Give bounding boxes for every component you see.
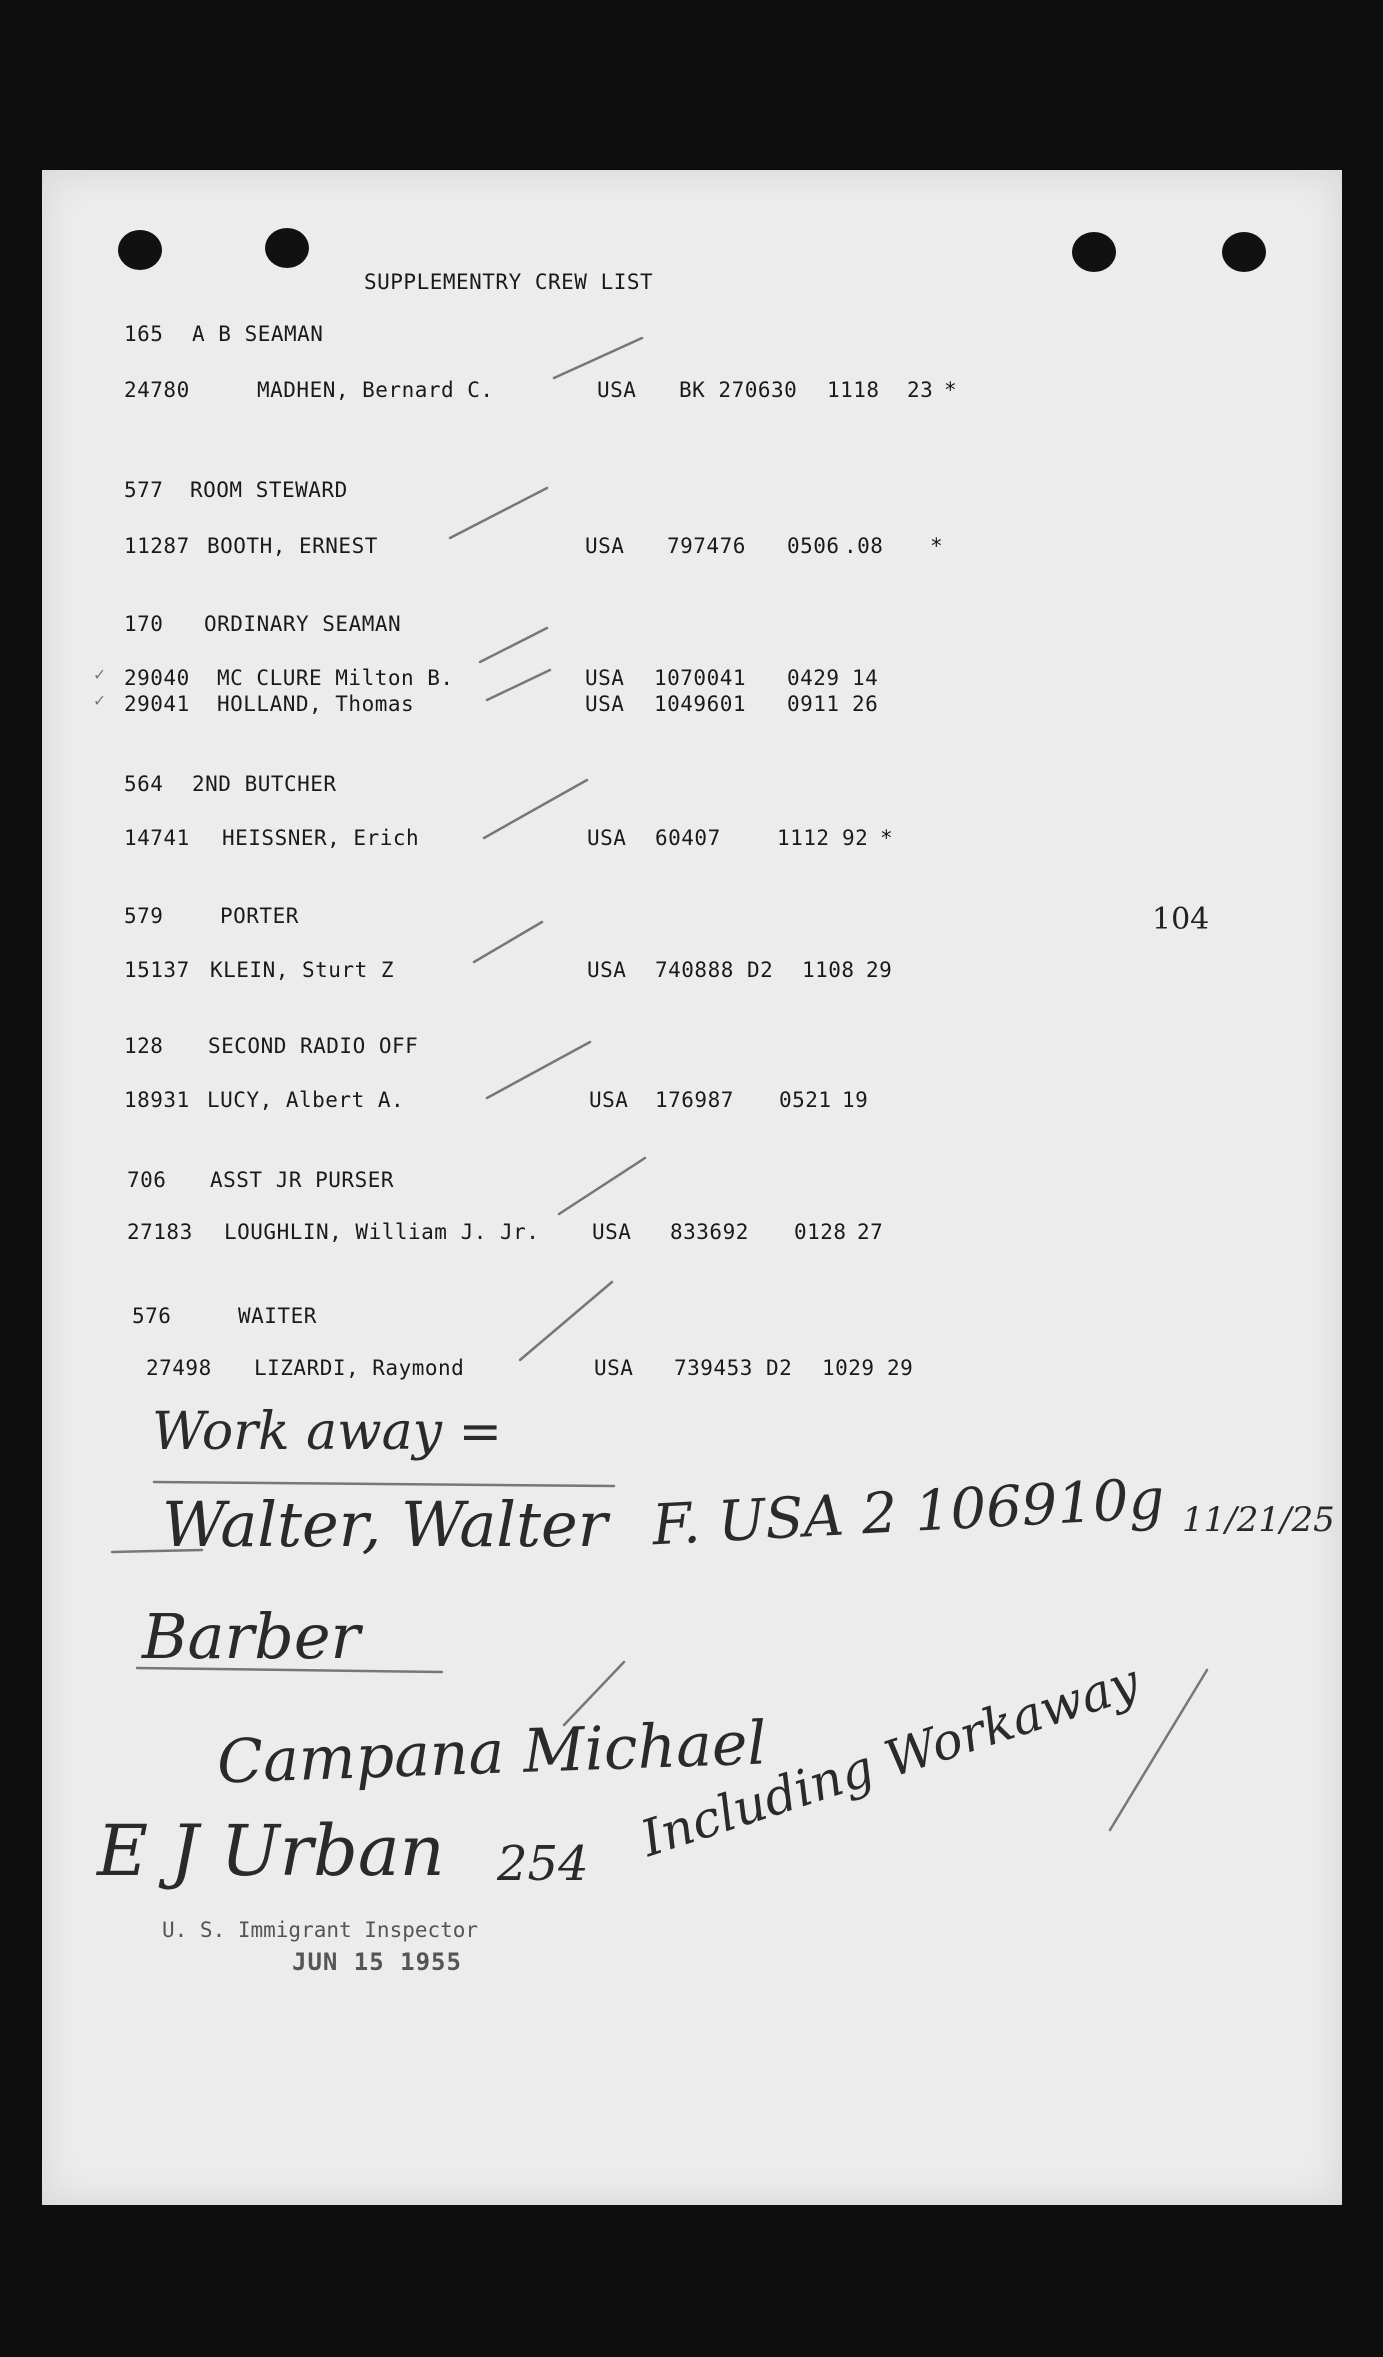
section-role: A B SEAMAN <box>192 322 324 346</box>
check-stroke <box>520 1282 612 1360</box>
crew-name: LIZARDI, Raymond <box>254 1356 465 1380</box>
section-code: 564 <box>124 772 164 796</box>
section-code: 165 <box>124 322 164 346</box>
document-number: 797476 <box>667 534 746 558</box>
section-code: 579 <box>124 904 164 928</box>
section-role: 2ND BUTCHER <box>192 772 337 796</box>
document-page <box>42 170 1342 2205</box>
inspector-stamp: U. S. Immigrant Inspector <box>162 1918 479 1942</box>
mark: * <box>880 826 894 850</box>
document-number: 60407 <box>655 826 721 850</box>
section-role: SECOND RADIO OFF <box>208 1034 419 1058</box>
document-number: 833692 <box>670 1220 749 1244</box>
age: 26 <box>852 692 879 716</box>
crew-number: 29040 <box>124 666 190 690</box>
section-role: ROOM STEWARD <box>190 478 348 502</box>
section-role: WAITER <box>238 1304 317 1328</box>
nationality: USA <box>587 826 627 850</box>
nationality: USA <box>587 958 627 982</box>
age: 14 <box>852 666 879 690</box>
crew-name: KLEIN, Sturt Z <box>210 958 395 982</box>
check-stroke <box>487 670 550 700</box>
handwritten-walter-date: 11/21/25 <box>1182 1500 1335 1540</box>
date-code: 0506 <box>787 534 840 558</box>
crew-name: HOLLAND, Thomas <box>217 692 415 716</box>
age: 29 <box>866 958 893 982</box>
date-code: 1118 <box>827 378 880 402</box>
handwritten-including: Including Workaway <box>634 1652 1146 1868</box>
handwritten-count: 254 <box>497 1836 589 1892</box>
crew-name: MADHEN, Bernard C. <box>257 378 494 402</box>
nationality: USA <box>597 378 637 402</box>
section-role: PORTER <box>220 904 299 928</box>
mark: * <box>944 378 958 402</box>
section-role: ORDINARY SEAMAN <box>204 612 402 636</box>
age: 92 <box>842 826 869 850</box>
age: .08 <box>844 534 884 558</box>
age: 29 <box>887 1356 914 1380</box>
date-code: 1112 <box>777 826 830 850</box>
check-stroke <box>487 1042 590 1098</box>
age: 27 <box>857 1220 884 1244</box>
nationality: USA <box>585 666 625 690</box>
crew-name: HEISSNER, Erich <box>222 826 420 850</box>
handwritten-walter-details: F. USA 2 106910g <box>650 1466 1166 1559</box>
crew-name: LOUGHLIN, William J. Jr. <box>224 1220 540 1244</box>
date-code: 0911 <box>787 692 840 716</box>
date-code: 1029 <box>822 1356 875 1380</box>
crew-number: 29041 <box>124 692 190 716</box>
crew-name: LUCY, Albert A. <box>207 1088 405 1112</box>
check-stroke <box>474 922 542 962</box>
check-tick: ✓ <box>94 664 105 685</box>
check-stroke <box>450 488 547 538</box>
age: 23 <box>907 378 934 402</box>
date-code: 0128 <box>794 1220 847 1244</box>
document-number: 740888 D2 <box>655 958 774 982</box>
crew-number: 27498 <box>146 1356 212 1380</box>
section-code: 128 <box>124 1034 164 1058</box>
handwritten-signature: E J Urban <box>97 1810 445 1892</box>
mark: * <box>930 534 944 558</box>
document-number: BK 270630 <box>679 378 798 402</box>
check-stroke <box>480 628 547 662</box>
stamp-date: JUN 15 1955 <box>292 1948 462 1976</box>
date-code: 0521 <box>779 1088 832 1112</box>
document-number: 176987 <box>655 1088 734 1112</box>
section-code: 577 <box>124 478 164 502</box>
handwritten-barber: Barber <box>142 1600 361 1673</box>
crew-number: 24780 <box>124 378 190 402</box>
nationality: USA <box>589 1088 629 1112</box>
crew-number: 11287 <box>124 534 190 558</box>
date-code: 0429 <box>787 666 840 690</box>
check-stroke <box>484 780 587 838</box>
nationality: USA <box>592 1220 632 1244</box>
crew-name: BOOTH, ERNEST <box>207 534 378 558</box>
handwritten-campana: Campana Michael <box>215 1708 768 1798</box>
underline-stroke <box>154 1482 614 1486</box>
crew-number: 15137 <box>124 958 190 982</box>
handwritten-workaway: Work away = <box>152 1402 503 1462</box>
section-role: ASST JR PURSER <box>210 1168 395 1192</box>
check-tick: ✓ <box>94 690 105 711</box>
page-number: 104 <box>1152 902 1210 937</box>
document-number: 1049601 <box>654 692 747 716</box>
crew-number: 27183 <box>127 1220 193 1244</box>
section-code: 170 <box>124 612 164 636</box>
nationality: USA <box>594 1356 634 1380</box>
check-stroke <box>559 1158 645 1214</box>
nationality: USA <box>585 534 625 558</box>
crew-number: 18931 <box>124 1088 190 1112</box>
document-number: 1070041 <box>654 666 747 690</box>
section-code: 576 <box>132 1304 172 1328</box>
section-code: 706 <box>127 1168 167 1192</box>
age: 19 <box>842 1088 869 1112</box>
document-number: 739453 D2 <box>674 1356 793 1380</box>
page-title: SUPPLEMENTRY CREW LIST <box>364 270 654 294</box>
nationality: USA <box>585 692 625 716</box>
check-stroke <box>554 338 642 378</box>
crew-name: MC CLURE Milton B. <box>217 666 454 690</box>
crew-number: 14741 <box>124 826 190 850</box>
check-strokes <box>42 170 1342 2205</box>
date-code: 1108 <box>802 958 855 982</box>
handwritten-walter-name: Walter, Walter <box>162 1488 608 1561</box>
